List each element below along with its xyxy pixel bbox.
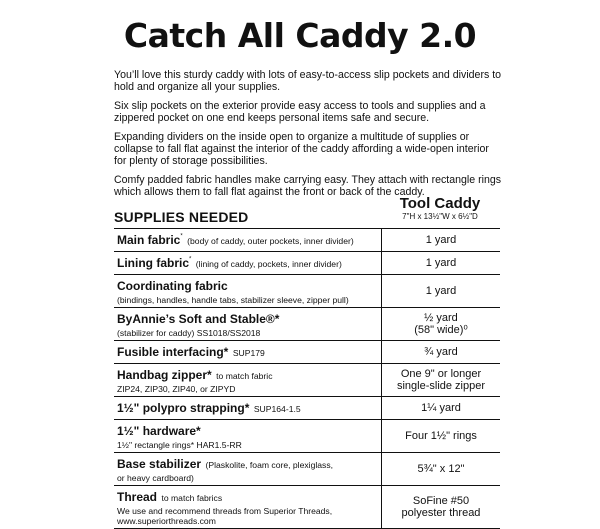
page-title: Catch All Caddy 2.0 [123, 16, 477, 55]
amount-cell [382, 364, 501, 397]
amount: 5¾" x 12" [417, 463, 465, 475]
supply-note: to match fabric [216, 371, 273, 381]
supply-name: Handbag zipper* [117, 368, 212, 382]
supply-note: SUP164-1.5 [253, 404, 301, 414]
intro-paragraph: Six slip pockets on the exterior provide easy access to tools and supplies and a zippered pocket on one end keeps personal items safe and secure. [114, 99, 486, 125]
amount-cell [382, 252, 501, 275]
amount-cell [382, 420, 501, 453]
amount: 1 yard [425, 234, 457, 246]
supply-note: (lining of caddy, pockets, inner divider) [195, 259, 342, 269]
amount: SoFine #50 [412, 495, 470, 507]
amount-cell [382, 229, 501, 252]
intro-paragraph: Comfy padded fabric handles make carrying easy. They attach with rectangle rings which allows them to fall flat against the front or back of the caddy. [114, 173, 502, 199]
supply-cell [114, 420, 382, 453]
amount: ¾ yard [424, 346, 458, 358]
supply-detail: or heavy cardboard) [117, 473, 194, 483]
amount-cell [382, 341, 501, 364]
amount-cell [382, 453, 501, 486]
column-header [380, 195, 500, 222]
supply-cell [114, 308, 382, 341]
amount-cell [382, 308, 501, 341]
supply-name: Base stabilizer [117, 457, 202, 471]
column-dimensions: 7"H x 13½"W x 6½"D [402, 212, 478, 221]
supply-note: (body of caddy, outer pockets, inner divider) [187, 236, 354, 246]
supply-cell [114, 275, 382, 308]
table-row [114, 252, 500, 275]
supply-detail: We use and recommend threads from Superior Threads, www.superiorthreads.com [117, 506, 333, 526]
amount: ½ yard [424, 312, 458, 324]
supplies-heading: SUPPLIES NEEDED [114, 209, 249, 225]
intro-paragraph: You’ll love this sturdy caddy with lots of easy-to-access slip pockets and dividers to hold and organize all your supplies. [114, 69, 502, 94]
amount: One 9" or longer [400, 368, 482, 380]
table-row [114, 341, 500, 364]
supply-detail: 1½" rectangle rings* HAR1.5-RR [117, 440, 242, 450]
supply-cell [114, 364, 382, 397]
amount-cell [382, 397, 501, 420]
supply-mark: * [180, 233, 183, 240]
intro-paragraph: Expanding dividers on the inside open to organize a multitude of supplies or collapse to fall flat against the interior of the caddy affording a wide-open interior for plenty of storage possibilities. [114, 130, 489, 168]
amount-cell [382, 486, 501, 529]
supply-name: ByAnnie’s Soft and Stable®* [117, 312, 280, 326]
supply-cell [114, 252, 382, 275]
supply-name: 1½" polypro strapping* [117, 401, 250, 415]
supply-note: to match fabrics [161, 493, 223, 503]
supply-name: Coordinating fabric [117, 279, 228, 293]
amount: 1¼ yard [421, 402, 461, 414]
amount-cell [382, 275, 501, 308]
amount: 1 yard [425, 285, 457, 297]
table-row [114, 275, 500, 308]
supply-cell [114, 453, 382, 486]
table-row [114, 229, 500, 252]
supply-name: Main fabric [117, 233, 181, 247]
table-row [114, 420, 500, 453]
supply-cell [114, 341, 382, 364]
supply-note: (Plaskolite, foam core, plexiglass, [205, 460, 334, 470]
supply-name: Lining fabric [117, 256, 189, 270]
amount-detail: single-slide zipper [396, 380, 486, 392]
amount-detail: (58" wide)⁰ [414, 324, 468, 336]
table-row [114, 397, 500, 420]
column-title: Tool Caddy [399, 195, 481, 212]
supply-name: Fusible interfacing* [117, 345, 229, 359]
supply-name: 1½" hardware* [117, 424, 201, 438]
supply-mark: * [189, 256, 192, 263]
supply-cell [114, 397, 382, 420]
supply-detail: (bindings, handles, handle tabs, stabilizer sleeve, zipper pull) [117, 295, 349, 305]
supply-detail: ZIP24, ZIP30, ZIP40, or ZIPYD [117, 384, 236, 394]
amount: Four 1½" rings [405, 430, 477, 442]
table-row [114, 486, 500, 529]
table-row [114, 453, 500, 486]
supply-detail: (stabilizer for caddy) SS1018/SS2018 [117, 328, 261, 338]
amount: 1 yard [425, 257, 457, 269]
table-row [114, 364, 500, 397]
table-row [114, 308, 500, 341]
supply-name: Thread [117, 490, 158, 504]
intro-text [114, 69, 504, 205]
supply-note: SUP179 [232, 348, 265, 358]
supply-cell [114, 486, 382, 529]
amount-detail: polyester thread [401, 507, 481, 519]
supply-cell [114, 229, 382, 252]
supplies-table [114, 228, 500, 529]
